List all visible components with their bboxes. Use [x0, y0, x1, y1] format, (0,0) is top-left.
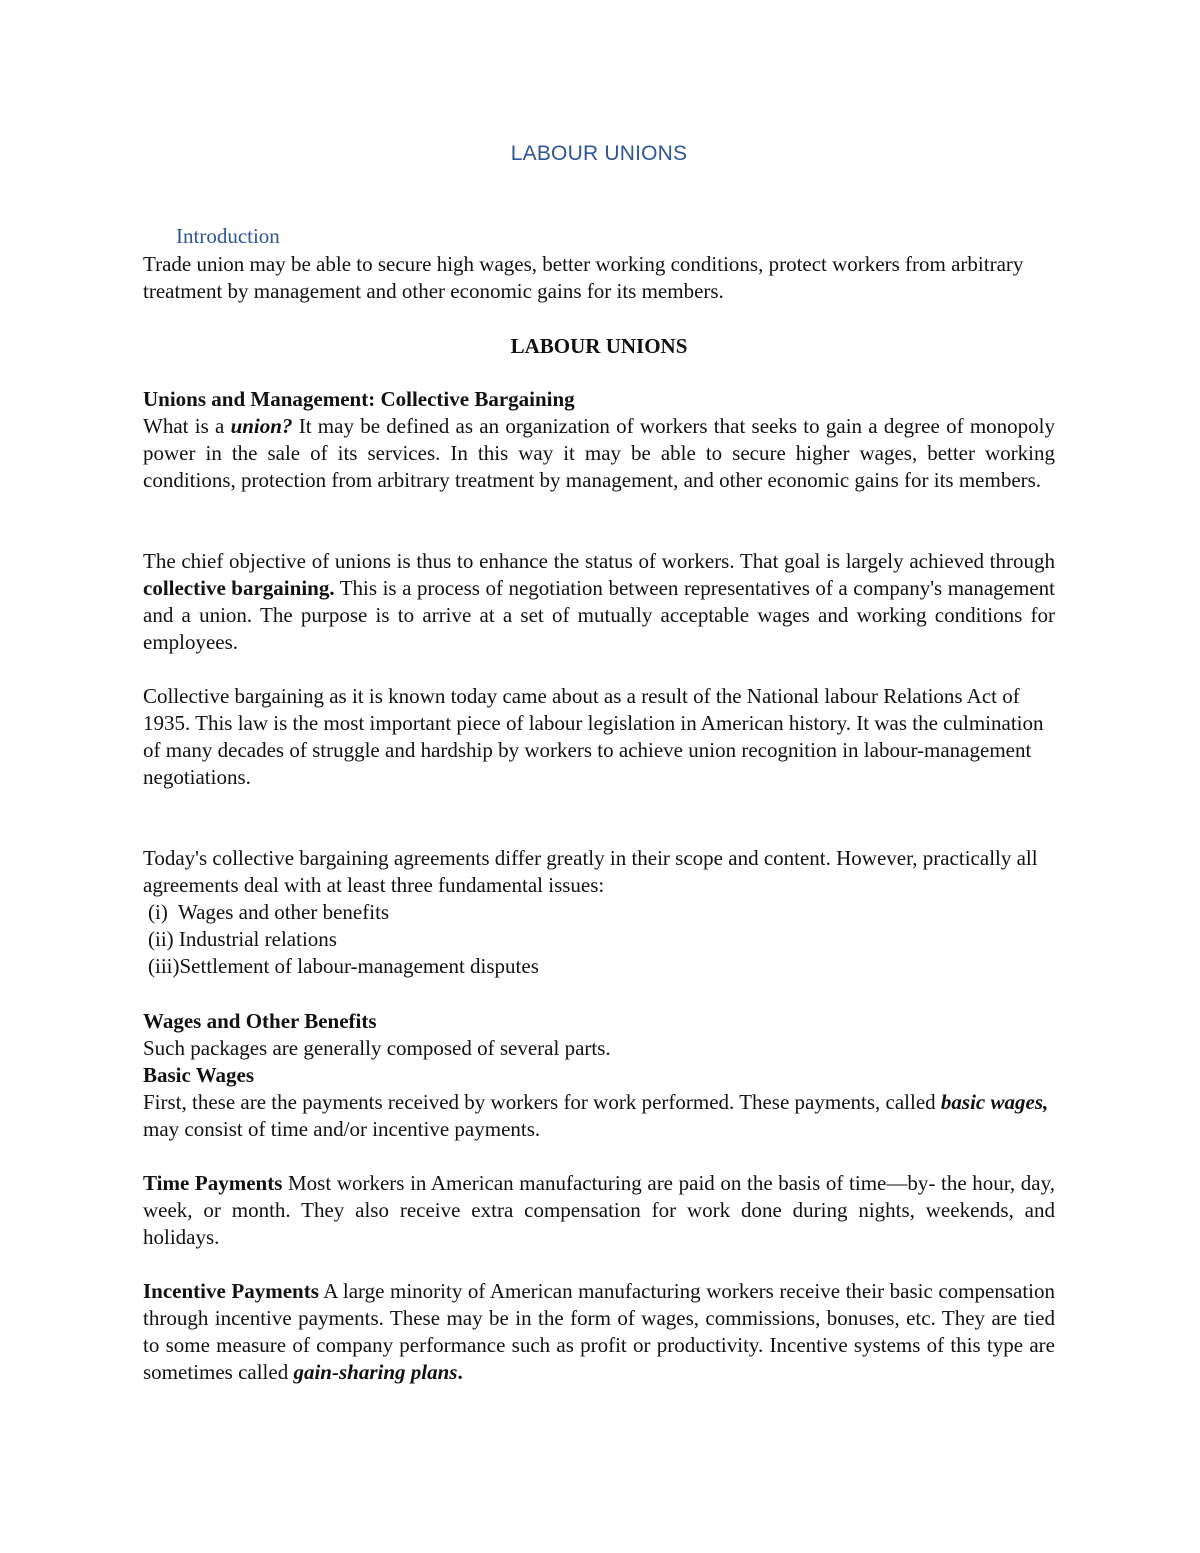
history-paragraph: Collective bargaining as it is known today came about as a result of the National labour Relations Act of 1935. This law is the most important piece of labour legislation in American history. It was the culmination of many decades of struggle and hardship by workers to achieve union recognition in labour-management negotiations.: [143, 684, 1044, 789]
incentive-payments-paragraph: [143, 1278, 1055, 1386]
section-heading: LABOUR UNIONS: [510, 334, 688, 358]
p1-after: It may be defined as an organization of workers that seeks to gain a degree of monopoly power in the sale of its services. In this way it may be able to secure higher wages, better working conditions, protection from arbitrary treatment by management, and other economic gains for its members.: [143, 414, 1055, 492]
p2-before: The chief objective of unions is thus to enhance the status of workers. That goal is largely achieved through: [143, 549, 1055, 573]
list-item: (i) Wages and other benefits: [148, 900, 390, 924]
basic-before: First, these are the payments received by workers for work performed. These payments, called: [143, 1090, 941, 1114]
issues-list: [148, 899, 539, 980]
list-item: (iii)Settlement of labour-management disputes: [148, 954, 539, 978]
collective-bargaining-term: collective bargaining.: [143, 576, 335, 600]
basic-wages-heading: Basic Wages: [143, 1063, 255, 1087]
document-title: LABOUR UNIONS: [510, 142, 688, 165]
p1-before: What is a: [143, 414, 231, 438]
basic-wages-term: basic wages,: [940, 1090, 1049, 1114]
time-payments-paragraph: [143, 1170, 1055, 1251]
incentive-end: .: [457, 1360, 463, 1384]
incentive-payments-term: Incentive Payments: [143, 1279, 319, 1303]
wages-intro: Such packages are generally composed of several parts.: [143, 1036, 611, 1060]
gain-sharing-term: gain-sharing plans: [293, 1360, 458, 1384]
collective-heading: Unions and Management: Collective Bargaining: [143, 387, 575, 411]
p2-after: This is a process of negotiation between representatives of a company's management and a union. The purpose is to arrive at a set of mutually acceptable wages and working conditions for employees.: [143, 576, 1055, 654]
basic-wages-paragraph: [143, 1089, 1055, 1143]
intro-paragraph: Trade union may be able to secure high wages, better working conditions, protect workers from arbitrary treatment by management and other economic gains for its members.: [143, 252, 1024, 303]
agreements-paragraph: Today's collective bargaining agreements differ greatly in their scope and content. However, practically all agreements deal with at least three fundamental issues:: [143, 846, 1038, 897]
intro-heading: Introduction: [176, 224, 280, 248]
objective-paragraph: [143, 548, 1055, 656]
basic-after: may consist of time and/or incentive payments.: [143, 1117, 541, 1141]
list-item: (ii) Industrial relations: [148, 927, 337, 951]
time-text: Most workers in American manufacturing are paid on the basis of time—by- the hour, day, week, or month. They also receive extra compensation for work done during nights, weekends, and holidays.: [143, 1171, 1055, 1249]
wages-heading: Wages and Other Benefits: [143, 1009, 377, 1033]
incentive-text: A large minority of American manufacturing workers receive their basic compensation through incentive payments. These may be in the form of wages, commissions, bonuses, etc. They are tied to some measure of company performance such as profit or productivity. Incentive systems of this type are sometimes called: [143, 1279, 1055, 1384]
union-term: union?: [230, 414, 293, 438]
union-definition-paragraph: [143, 413, 1055, 494]
time-payments-term: Time Payments: [143, 1171, 283, 1195]
